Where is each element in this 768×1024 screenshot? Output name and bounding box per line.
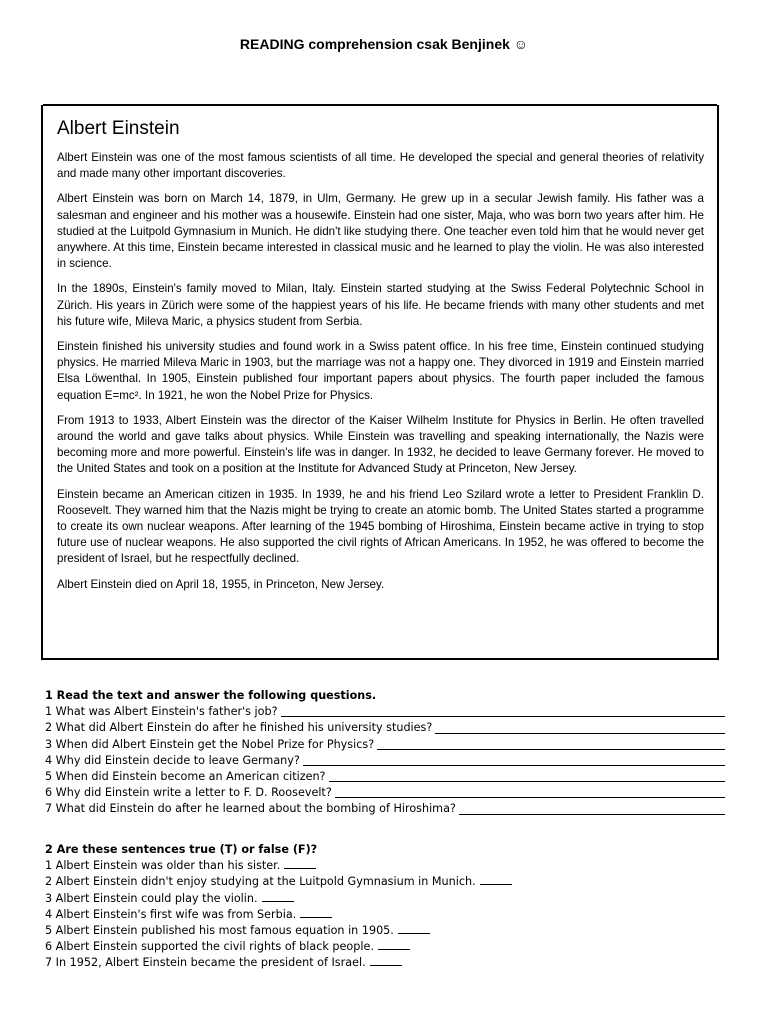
article-paragraph: Einstein finished his university studies and found work in a Swiss patent office. In his free time, Einstein continued studying physics. He married Mileva Maric in 1903, but the marriage was not a happy one. They divorced in 1919 and Einstein married Elsa Löwenthal. In 1905, Einstein published four important papers about physics. The fourth paper included the famous equation E=mc². In 1921, he won the Nobel Prize for Physics. [57,340,704,402]
true-false-blank[interactable] [480,874,512,885]
question-row [45,753,725,769]
question-text: 6 Why did Einstein write a letter to F. D. Roosevelt? [45,786,332,800]
answer-line[interactable] [459,804,725,815]
question-text: 4 Why did Einstein decide to leave Germany? [45,753,300,767]
article-paragraph: Albert Einstein was one of the most famous scientists of all time. He developed the special and general theories of relativity and made many other important discoveries. [57,151,704,181]
answer-line[interactable] [303,755,725,766]
question-text: 1 What was Albert Einstein's father's job? [45,705,278,719]
answer-line[interactable] [377,739,725,750]
statement-text: 2 Albert Einstein didn't enjoy studying at the Luitpold Gymnasium in Munich. [45,875,476,889]
question-text: 2 What did Albert Einstein do after he finished his university studies? [45,721,433,735]
answer-line[interactable] [329,771,726,782]
question-row [45,720,725,736]
answer-line[interactable] [335,787,725,798]
statement-text: 6 Albert Einstein supported the civil rights of black people. [45,940,374,954]
statement-row [45,923,725,939]
article-body [57,150,704,602]
article-title: Albert Einstein [57,118,180,139]
question-row [45,737,725,753]
article-paragraph: Albert Einstein was born on March 14, 1879, in Ulm, Germany. He grew up in a secular Jewish family. His father was a salesman and engineer and his mother was a housewife. Einstein had one sister, Maja, who was born two years after him. He studied at the Luitpold Gymnasium in Munich. He didn't like studying there. One teacher even told him that he would never get anywhere. At this time, Einstein became interested in classical music and he learned to play the violin. He was also interested in science. [57,192,704,271]
statement-row [45,858,725,874]
exercise-2 [45,842,725,972]
question-text: 5 When did Einstein become an American citizen? [45,770,326,784]
article-box [41,105,719,660]
article-paragraph: Albert Einstein died on April 18, 1955, in Princeton, New Jersey. [57,577,385,591]
statement-row [45,939,725,955]
true-false-blank[interactable] [300,907,332,918]
question-row [45,769,725,785]
true-false-blank[interactable] [262,891,294,902]
statement-text: 3 Albert Einstein could play the violin. [45,891,258,905]
question-text: 3 When did Albert Einstein get the Nobel Prize for Physics? [45,737,375,751]
true-false-blank[interactable] [378,939,410,950]
true-false-blank[interactable] [398,923,430,934]
statement-row [45,955,725,971]
statement-text: 7 In 1952, Albert Einstein became the president of Israel. [45,956,366,970]
question-row [45,801,725,817]
statement-row [45,891,725,907]
answer-line[interactable] [435,723,725,734]
true-false-blank[interactable] [284,858,316,869]
exercise-2-heading: 2 Are these sentences true (T) or false (F)? [45,843,318,856]
exercise-1 [45,688,725,818]
statement-text: 5 Albert Einstein published his most famous equation in 1905. [45,924,394,938]
true-false-blank[interactable] [370,955,402,966]
statement-row [45,874,725,890]
question-text: 7 What did Einstein do after he learned about the bombing of Hiroshima? [45,802,456,816]
question-row [45,704,725,720]
article-paragraph: From 1913 to 1933, Albert Einstein was the director of the Kaiser Wilhelm Institute for Physics in Berlin. He often travelled around the world and gave talks about physics. While Einstein was travelling and speaking internationally, the Nazis were becoming more and more powerful. Einstein's life was in danger. In 1932, he decided to leave Germany forever. He moved to the United States and took on a position at the Institute for Advanced Study at Princeton, New Jersey. [57,413,704,476]
answer-line[interactable] [281,706,725,717]
question-row [45,785,725,801]
exercise-1-heading: 1 Read the text and answer the following questions. [45,689,377,702]
statement-text: 4 Albert Einstein's first wife was from Serbia. [45,907,297,921]
page-header: READING comprehension csak Benjinek ☺ [239,36,529,52]
article-paragraph: In the 1890s, Einstein's family moved to Milan, Italy. Einstein started studying at the Swiss Federal Polytechnic School in Zürich. His years in Zürich were some of the happiest years of his life. He became friends with many other students and met his future wife, Mileva Maric, a physics student from Serbia. [57,282,704,328]
statement-row [45,907,725,923]
statement-text: 1 Albert Einstein was older than his sister. [45,859,281,873]
article-title-bar [43,104,717,142]
article-paragraph: Einstein became an American citizen in 1935. In 1939, he and his friend Leo Szilard wrote a letter to President Franklin D. Roosevelt. They warned him that the Nazis might be trying to create an atomic bomb. The United States started a programme to create its own nuclear weapons. After learning of the 1945 bombing of Hiroshima, Einstein became active in trying to stop future use of nuclear weapons. He also supported the civil rights of African Americans. In 1952, he was offered to become the president of Israel, but he respectfully declined. [57,487,704,566]
